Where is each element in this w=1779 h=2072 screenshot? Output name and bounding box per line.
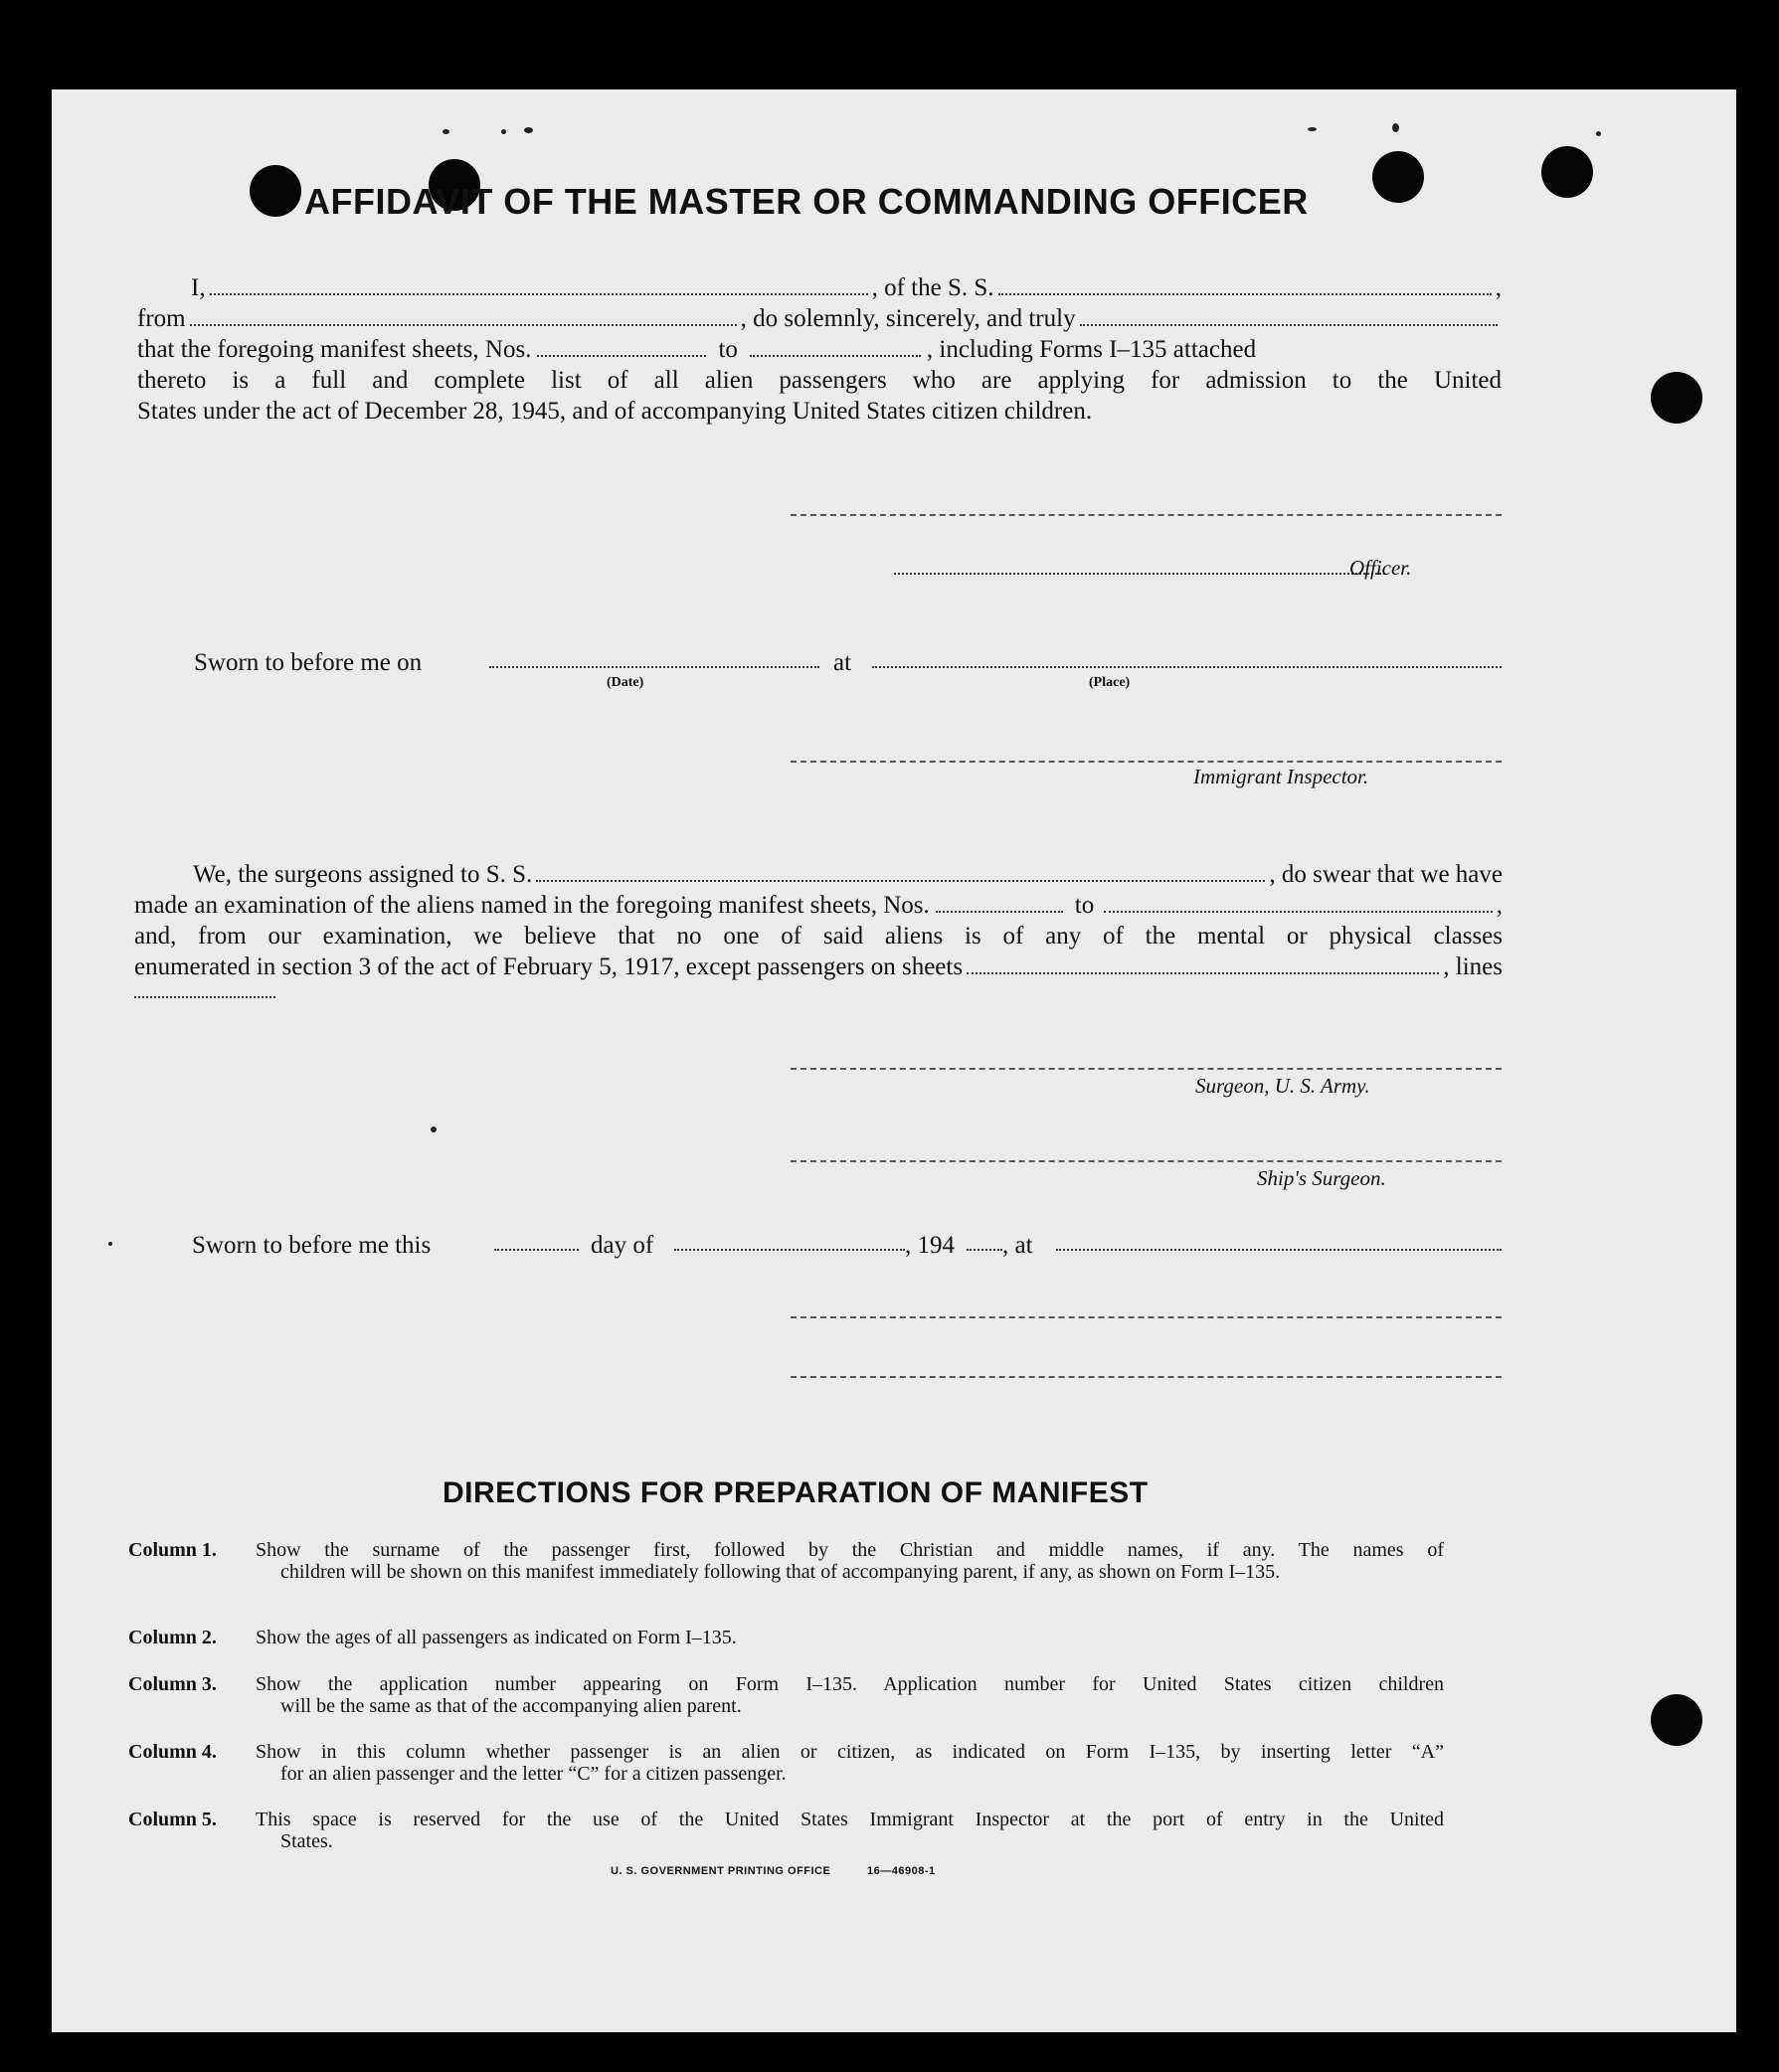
affidavit-paragraph <box>137 272 1502 427</box>
sworn2-signature-line[interactable] <box>791 1314 1502 1318</box>
officer-name-line[interactable] <box>894 567 1385 575</box>
sworn-at: at <box>833 649 852 676</box>
direction-text-cont: States. <box>280 1830 333 1852</box>
sworn2-title-line[interactable] <box>791 1374 1502 1378</box>
sworn-prefix: Sworn to before me on <box>194 649 423 676</box>
surgeons-swear: , do swear that we have <box>1269 861 1503 888</box>
surgeons-line4: enumerated in section 3 of the act of February 5, 1917, except passengers on sheets <box>134 953 964 980</box>
sworn2-year: , 194 <box>905 1232 955 1259</box>
officer-signature-line[interactable] <box>791 512 1502 516</box>
sworn2-year-field[interactable] <box>967 1243 1002 1251</box>
sworn-place-field[interactable] <box>872 660 1502 668</box>
affidavit-solemnly: , do solemnly, sincerely, and truly <box>740 305 1076 332</box>
sworn2-day-field[interactable] <box>494 1243 579 1251</box>
direction-text: Show in this column whether passenger is an alien or citizen, as indicated on Form I–135, by inserting letter “A” <box>256 1741 1444 1763</box>
direction-label: Column 2. <box>128 1627 217 1648</box>
sworn2-prefix: Sworn to before me this <box>192 1232 432 1259</box>
affidavit-i: I, <box>191 274 206 301</box>
affidavit-row <box>137 303 1502 334</box>
direction-label: Column 3. <box>128 1673 217 1695</box>
speck <box>1596 131 1601 136</box>
surgeons-row <box>134 982 1503 1013</box>
speck <box>501 129 506 134</box>
place-caption: (Place) <box>1089 675 1131 690</box>
direction-text: Show the surname of the passenger first, followed by the Christian and middle names, if any. The names of <box>256 1539 1444 1561</box>
surgeons-paragraph <box>134 859 1503 1013</box>
surgeons-sheet-to-field[interactable] <box>1104 897 1493 913</box>
speck <box>1308 127 1317 131</box>
ship-name-field[interactable] <box>998 279 1492 295</box>
officer-label: Officer. <box>1349 556 1412 580</box>
sheet-to-field[interactable] <box>750 341 921 357</box>
sworn-date-field[interactable] <box>489 660 819 668</box>
surgeons-prefix: We, the surgeons assigned to S. S. <box>193 861 533 888</box>
surgeons-row <box>134 890 1503 921</box>
direction-label: Column 5. <box>128 1809 217 1830</box>
army-surgeon-label: Surgeon, U. S. Army. <box>1195 1074 1370 1098</box>
affidavit-comma: , <box>1495 274 1502 301</box>
punch-hole <box>1651 372 1702 424</box>
direction-label: Column 1. <box>128 1539 217 1561</box>
inspector-label: Immigrant Inspector. <box>1193 765 1369 788</box>
affidavit-row <box>137 272 1502 303</box>
affidavit-nos: that the foregoing manifest sheets, Nos. <box>137 336 532 363</box>
surgeons-lines: , lines <box>1443 953 1503 980</box>
speck <box>108 1242 112 1246</box>
speck <box>431 1126 437 1132</box>
direction-text: Show the ages of all passengers as indicated on Form I–135. <box>256 1627 737 1648</box>
surgeons-line3: and, from our examination, we believe that no one of said aliens is of any of the mental or physical classes <box>134 923 1503 950</box>
surgeons-comma: , <box>1496 892 1503 919</box>
direction-text-cont: will be the same as that of the accompanying alien parent. <box>280 1695 742 1717</box>
surgeons-sheet-from-field[interactable] <box>936 897 1063 913</box>
affidavit-to: to <box>718 336 738 363</box>
sworn2-month-field[interactable] <box>674 1243 905 1251</box>
form-title: AFFIDAVIT OF THE MASTER OR COMMANDING OFFICER <box>304 181 1309 222</box>
surgeons-line2: made an examination of the aliens named in the foregoing manifest sheets, Nos. <box>134 892 930 919</box>
army-surgeon-signature-line[interactable] <box>791 1066 1502 1070</box>
ship-surgeon-signature-line[interactable] <box>791 1158 1502 1162</box>
punch-hole <box>1541 146 1593 198</box>
direction-label: Column 4. <box>128 1741 217 1763</box>
punch-hole <box>1372 151 1424 203</box>
directions-title: DIRECTIONS FOR PREPARATION OF MANIFEST <box>443 1476 1149 1509</box>
affidavit-of-ss: , of the S. S. <box>871 274 994 301</box>
affidavit-including: , including Forms I–135 attached <box>926 336 1257 363</box>
port-from-field[interactable] <box>190 310 737 326</box>
except-lines-field[interactable] <box>134 982 275 998</box>
affidavit-line4: thereto is a full and complete list of all alien passengers who are applying for admission to the United <box>137 367 1502 394</box>
date-caption: (Date) <box>607 675 644 690</box>
surgeons-to: to <box>1074 892 1095 919</box>
inspector-signature-line[interactable] <box>791 759 1502 763</box>
form-page <box>52 89 1736 2032</box>
surgeons-row <box>134 859 1503 890</box>
direction-text-cont: children will be shown on this manifest immediately following that of accompanying parent, if any, as shown on Form I–135. <box>280 1561 1281 1583</box>
affidavit-row <box>137 334 1502 365</box>
sheet-from-field[interactable] <box>537 341 706 357</box>
speck <box>443 129 449 134</box>
ship-surgeon-label: Ship's Surgeon. <box>1257 1166 1386 1190</box>
form-code: 16—46908-1 <box>867 1865 936 1877</box>
master-name-field[interactable] <box>210 279 868 295</box>
surgeons-ship-field[interactable] <box>536 866 1265 882</box>
sworn2-at: , at <box>1002 1232 1033 1259</box>
printing-office: U. S. GOVERNMENT PRINTING OFFICE <box>611 1865 831 1877</box>
surgeons-row <box>134 951 1503 982</box>
speck <box>1392 123 1399 132</box>
punch-hole <box>250 165 301 217</box>
direction-text: Show the application number appearing on Form I–135. Application number for United States citizen children <box>256 1673 1444 1695</box>
sworn2-day-of: day of <box>591 1232 654 1259</box>
except-sheets-field[interactable] <box>967 958 1439 974</box>
punch-hole <box>1651 1694 1702 1746</box>
direction-text: This space is reserved for the use of the United States Immigrant Inspector at the port of entry in the United <box>256 1809 1444 1830</box>
affidavit-line5: States under the act of December 28, 1945, and of accompanying United States citizen children. <box>137 398 1093 425</box>
speck <box>524 127 533 133</box>
affidavit-from: from <box>137 305 186 332</box>
truly-field[interactable] <box>1080 310 1498 326</box>
direction-text-cont: for an alien passenger and the letter “C” for a citizen passenger. <box>280 1763 787 1785</box>
sworn2-place-field[interactable] <box>1056 1243 1502 1251</box>
